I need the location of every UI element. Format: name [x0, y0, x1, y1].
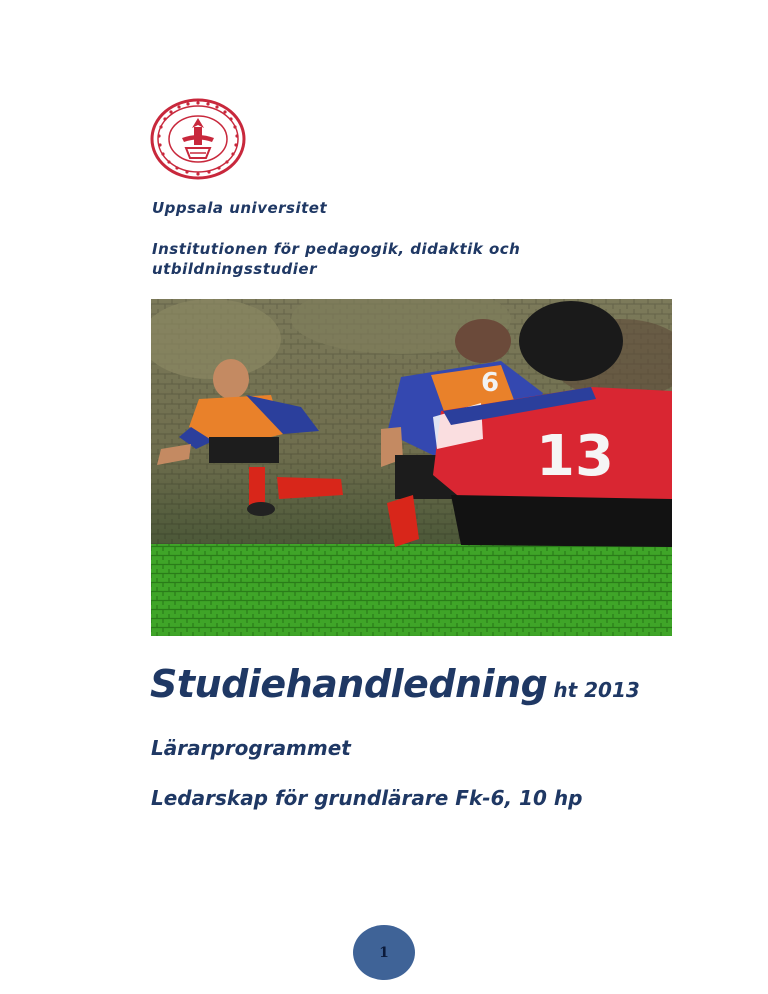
title-main: Studiehandledning [150, 662, 548, 706]
university-name: Uppsala universitet [152, 199, 328, 217]
uppsala-seal-icon [150, 98, 246, 180]
course-name: Ledarskap för grundlärare Fk-6, 10 hp [151, 786, 583, 810]
page-number-badge: 1 [353, 925, 415, 980]
svg-text:13: 13 [536, 424, 614, 489]
svg-text:6: 6 [481, 368, 500, 398]
institution-name: Institutionen för pedagogik, didaktik och utbildningsstudier [152, 240, 521, 278]
cover-photo-football-players [151, 299, 672, 636]
document-title [150, 662, 640, 706]
title-term: ht 2013 [553, 678, 640, 702]
program-name: Lärarprogrammet [151, 736, 351, 760]
